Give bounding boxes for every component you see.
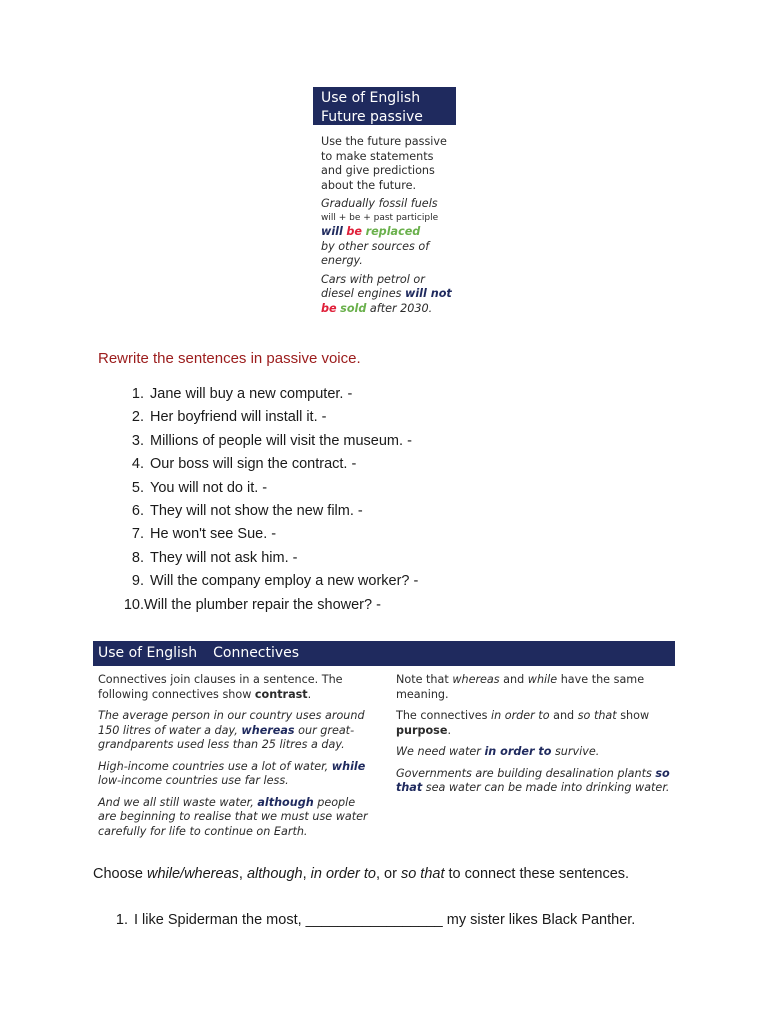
item-text: Will the plumber repair the shower? - — [144, 596, 381, 613]
item-text: Her boyfriend will install it. - — [150, 409, 327, 426]
right-paragraph-2: The connectives in order to and so that show purpose. — [396, 709, 650, 737]
left-paragraph-4: And we all still waste water, although people are beginning to realise that we must use water carefully for life to continue on Earth. — [98, 795, 368, 838]
left-paragraph-3: High-income countries use a lot of water, while low-income countries use far less. — [98, 759, 366, 787]
item-number: 2. — [131, 409, 144, 426]
left-paragraph-1: Connectives join clauses in a sentence. The following connectives show contrast. — [98, 673, 343, 701]
example-2-line-3 — [321, 302, 456, 317]
item-number: 7. — [131, 526, 144, 543]
item-text: They will not show the new film. - — [150, 502, 363, 519]
item-text: Jane will buy a new computer. - — [150, 386, 353, 402]
list-item — [108, 524, 418, 547]
example-1-line-4: energy. — [321, 254, 363, 268]
intro-line: and give predictions — [321, 164, 435, 178]
list-item — [108, 910, 635, 930]
item-number: 3. — [131, 432, 144, 449]
list-item — [108, 407, 418, 430]
item-number: 8. — [131, 549, 144, 566]
future-passive-body — [313, 125, 456, 317]
example-2-text: diesel engines — [321, 287, 406, 301]
formula: will + be + past participle — [321, 212, 439, 223]
item-number: 1. — [131, 386, 144, 402]
list-item — [108, 478, 418, 501]
example-1-line-3: by other sources of — [321, 239, 430, 253]
list-item — [108, 431, 418, 454]
connectives-heading — [93, 641, 675, 666]
intro-line: to make statements — [321, 149, 434, 163]
word-be: be — [346, 224, 363, 238]
example-2-line-1: Cars with petrol or — [321, 272, 425, 286]
list-item — [108, 595, 418, 618]
word-be-2: be — [321, 301, 337, 315]
example-2-line-2 — [321, 287, 456, 302]
heading-line-2: Future passive — [321, 109, 423, 125]
heading-part-2: Connectives — [213, 645, 300, 661]
word-will: will — [321, 224, 343, 238]
exercise-1-instruction: Rewrite the sentences in passive voice. — [98, 350, 361, 367]
list-item — [108, 454, 418, 477]
connectives-right-column — [396, 673, 676, 803]
example-1-verb — [321, 225, 456, 240]
item-text: You will not do it. - — [150, 479, 268, 496]
right-paragraph-4: Governments are building desalination plants so that sea water can be made into drinking water. — [396, 766, 670, 794]
list-item — [108, 501, 418, 524]
intro-line: Use the future passive — [321, 135, 447, 148]
example-1-line-1: Gradually fossil fuels — [321, 197, 438, 211]
item-text: I like Spiderman the most, _________________ my sister likes Black Panther. — [134, 912, 636, 928]
item-number: 1. — [115, 912, 128, 928]
item-text: Will the company employ a new worker? - — [150, 573, 419, 590]
connectives-box — [93, 641, 675, 838]
intro-line: about the future. — [321, 178, 417, 192]
word-will-not: will not — [405, 287, 452, 301]
future-passive-heading — [313, 87, 456, 125]
exercise-2-instruction: Choose while/whereas, although, in order to, or so that to connect these sentences. — [93, 866, 630, 882]
item-number: 5. — [131, 479, 144, 496]
item-text: They will not ask him. - — [150, 549, 298, 566]
item-number: 9. — [131, 573, 144, 590]
heading-part-1: Use of English — [98, 645, 198, 661]
list-item — [108, 384, 418, 407]
item-number: 10. — [123, 596, 144, 613]
list-item — [108, 548, 418, 571]
item-number: 6. — [131, 502, 144, 519]
word-participle: replaced — [365, 224, 421, 238]
word-sold: sold — [340, 301, 367, 315]
item-text: Our boss will sign the contract. - — [150, 456, 357, 473]
connectives-left-column — [98, 673, 373, 846]
left-paragraph-2: The average person in our country uses around 150 litres of water a day, whereas our great-grandparents used less than 25 litres a day. — [98, 709, 365, 751]
item-text: Millions of people will visit the museum. - — [150, 432, 412, 449]
right-paragraph-3: We need water in order to survive. — [396, 745, 600, 758]
exercise-1-list — [108, 384, 418, 618]
right-paragraph-1: Note that whereas and while have the same meaning. — [396, 673, 645, 701]
item-number: 4. — [131, 456, 144, 473]
list-item — [108, 571, 418, 594]
example-2-end: after 2030. — [366, 301, 433, 315]
item-text: He won't see Sue. - — [150, 526, 277, 543]
future-passive-box — [313, 87, 456, 317]
heading-line-1: Use of English — [321, 90, 421, 106]
exercise-2-list — [108, 910, 635, 930]
